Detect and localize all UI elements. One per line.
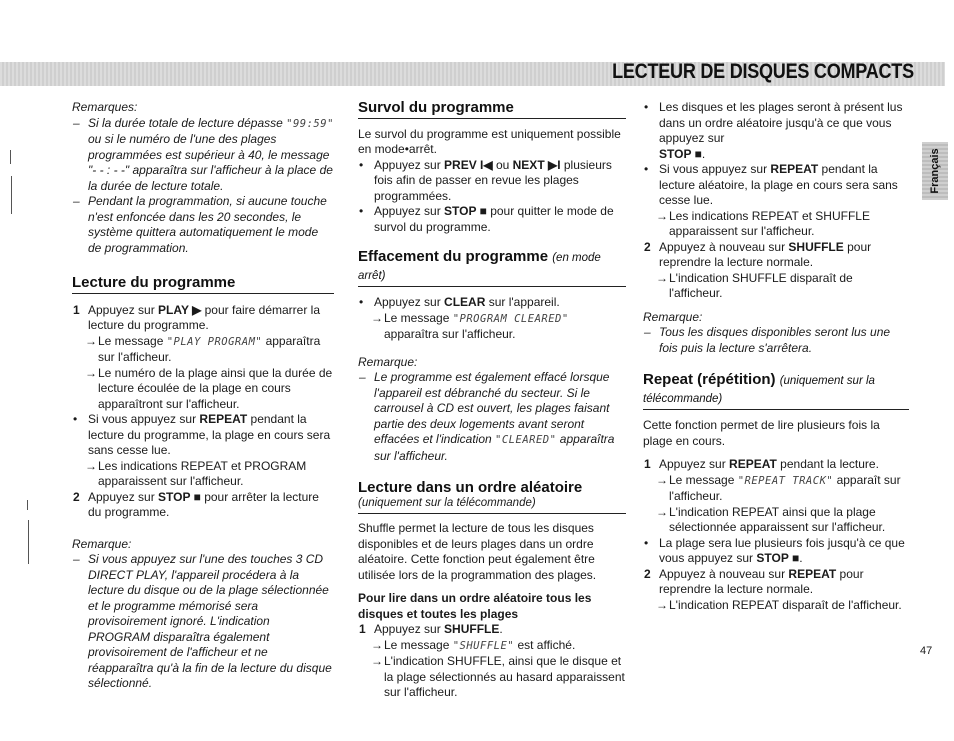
arrow-item: → Les indications REPEAT et PROGRAM apparaissent sur l'afficheur. [85,458,307,488]
column-left [72,100,334,692]
scan-mark [28,520,29,564]
step-item: 2 Appuyez sur STOP ■ pour arrêter la lecture du programme. [73,489,319,519]
key-label: STOP ■ [659,146,702,161]
remark-heading: Remarque: [643,309,703,324]
key-label: REPEAT [770,162,819,176]
remark-item: – Tous les disques disponibles seront lus une fois puis la lecture s'arrêtera. [644,325,891,355]
key-label: NEXT ▶I [512,157,561,172]
arrow-item: → Le message "PLAY PROGRAM" apparaîtra sur l'afficheur. [85,333,321,364]
arrow-item: → Le numéro de la plage ainsi que la durée de lecture écoulée de la plage en cours apparaîtront sur l'afficheur. [85,365,333,411]
remark-item: – Pendant la programmation, si aucune touche n'est enfoncée dans les 20 secondes, le système quittera automatiquement le mode de programmation. [73,194,327,255]
lcd-text: "SHUFFLE" [452,639,515,652]
bullet-item: • Appuyez sur CLEAR sur l'appareil. [359,295,560,309]
lcd-text: "PROGRAM CLEARED" [452,312,569,325]
bullet-item: • Si vous appuyez sur REPEAT pendant la lecture du programme, la plage en cours sera sans cesse lue. [73,412,331,457]
section-heading-lecture-programme: Lecture du programme [72,275,334,294]
paragraph: Cette fonction permet de lire plusieurs fois la plage en cours. [643,418,880,448]
arrow-item: → L'indication REPEAT disparaît de l'afficheur. [656,597,902,612]
arrow-item: → L'indication SHUFFLE, ainsi que le disque et la plage sélectionnés au hasard apparaissent sur l'afficheur. [371,654,625,699]
lcd-text: "PLAY PROGRAM" [166,335,263,348]
remark-item: – Si vous appuyez sur l'une des touches 3 CD DIRECT PLAY, l'appareil procédera à la lecture du disque ou de la plage sélectionnée et le programme mémorisé sera provisoirement ignoré. L'indication PROGRAM disparaîtra également provisoirement de l'afficheur et ne réapparaîtra qu'à la fin de la lecture du disque sélectionné. [73,552,332,690]
section-heading-survol: Survol du programme [358,100,626,119]
bullet-item: • La plage sera lue plusieurs fois jusqu'à ce que vous appuyez sur STOP ■. [644,535,905,565]
scan-mark [10,150,11,164]
arrow-item: → Le message "PROGRAM CLEARED" apparaîtra sur l'afficheur. [371,310,569,341]
bullet-item: • Appuyez sur PREV I◀ ou NEXT ▶I plusieurs fois afin de passer en revue les plages programmées. [359,157,612,203]
step-item: 2 Appuyez à nouveau sur SHUFFLE pour reprendre la lecture normale. [644,239,872,269]
bullet-item: • Les disques et les plages seront à présent lus dans un ordre aléatoire jusqu'à ce que vous appuyez sur STOP ■. [644,100,903,161]
key-label: PREV I◀ [444,157,493,172]
key-label: SHUFFLE [788,239,844,254]
step-item: 1 Appuyez sur SHUFFLE. [359,622,503,636]
paragraph: Shuffle permet la lecture de tous les disques disponibles et de leurs plages dans un ordre aléatoire. Cette fonction peut également être utilisée lors de la programmation des plages. [358,521,597,582]
arrow-item: → Le message "SHUFFLE" est affiché. [371,637,576,652]
bullet-item: • Appuyez sur STOP ■ pour quitter le mode de survol du programme. [359,204,614,234]
page-number: 47 [920,645,933,657]
lcd-text: "REPEAT TRACK" [737,474,834,487]
arrow-item: → L'indication REPEAT ainsi que la plage sélectionnée apparaissent sur l'afficheur. [656,504,886,534]
step-item: 1 Appuyez sur REPEAT pendant la lecture. [644,457,879,471]
paragraph: Le survol du programme est uniquement possible en mode•arrêt. [358,126,621,156]
bold-subheading: Pour lire dans un ordre aléatoire tous les disques et toutes les plages [358,591,592,621]
page-title: LECTEUR DE DISQUES COMPACTS [612,60,914,83]
language-tab-label: Français [929,148,941,194]
remark-heading: Remarque: [358,354,418,369]
bullet-item: • Si vous appuyez sur REPEAT pendant la lecture aléatoire, la plage en cours sera sans cesse lue. [644,162,898,207]
scan-mark [27,500,28,510]
key-label: SHUFFLE [444,622,500,636]
step-item: 1 Appuyez sur PLAY ▶ pour faire démarrer la lecture du programme. [73,302,321,332]
key-label: PLAY ▶ [158,302,202,317]
section-heading-repeat: Repeat (répétition) (uniquement sur la télécommande) [643,371,875,405]
key-label: STOP ■ [158,489,201,504]
language-tab [922,142,948,200]
remark-heading: Remarque: [72,536,132,551]
key-label: STOP ■ [756,551,800,565]
key-label: STOP ■ [444,204,487,218]
column-right [643,100,909,613]
section-rule [643,409,909,410]
remark-item: – Le programme est également effacé lorsque l'appareil est débranché du secteur. Si le carrousel à CD est ouvert, les plages faisant partie des deux logements avant seront effacées et l'indication "CLEARED" apparaîtra sur l'afficheur. [359,370,615,463]
key-label: REPEAT [788,566,837,581]
key-label: REPEAT [729,457,777,471]
section-subheading: (uniquement sur la télécommande) [358,496,626,515]
arrow-item: → L'indication SHUFFLE disparaît de l'afficheur. [656,270,853,300]
lcd-text: "CLEARED" [495,434,557,446]
arrow-item: → Le message "REPEAT TRACK" apparaît sur l'afficheur. [656,472,901,503]
remark-item: – Si la durée totale de lecture dépasse "99:59" ou si le numéro de l'une des plages programmées est supérieur à 40, le message "- - : - -" apparaîtra sur l'afficheur à la place de la durée de lecture totale. [73,115,334,193]
step-item: 2 Appuyez à nouveau sur REPEAT pour reprendre la lecture normale. [644,566,864,596]
remarks-heading: Remarques: [72,100,138,114]
section-heading-aleatoire: Lecture dans un ordre aléatoire [358,479,583,496]
arrow-item: → Les indications REPEAT et SHUFFLE apparaissent sur l'afficheur. [656,208,870,238]
scan-mark [11,176,12,214]
lcd-text: "99:59" [286,117,334,130]
section-heading-effacement: Effacement du programme (en mode arrêt) [358,249,626,287]
column-middle [358,100,626,701]
key-label: CLEAR [444,295,486,309]
key-label: REPEAT [199,412,248,426]
